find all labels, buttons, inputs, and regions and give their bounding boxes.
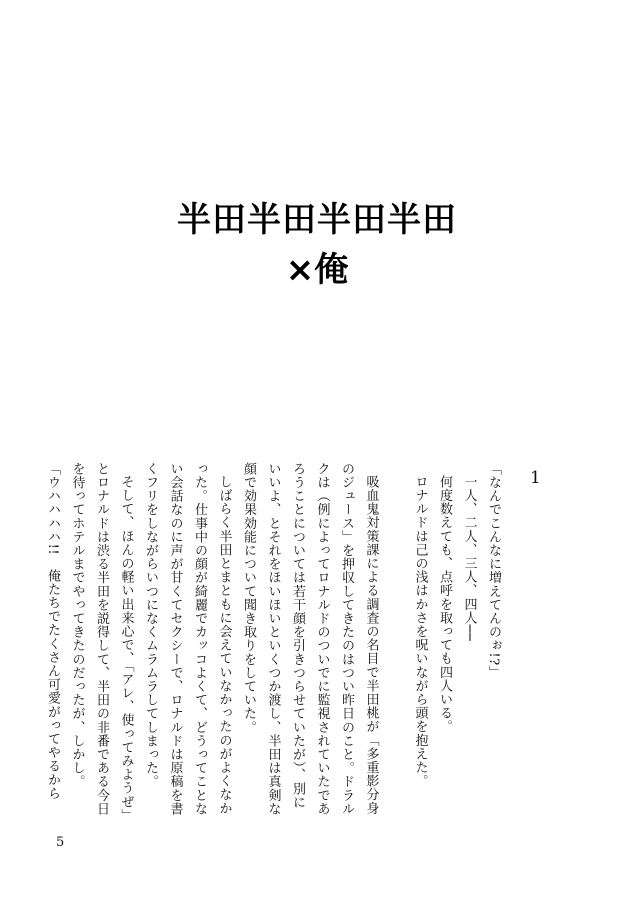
paragraph: ロナルドは己の浅はかさを呪いながら頭を抱えた。 bbox=[412, 475, 428, 788]
chapter-number: 1 bbox=[530, 468, 541, 488]
page-number: 5 bbox=[56, 835, 65, 850]
paragraph: 一人、二人、三人、四人── bbox=[461, 475, 477, 642]
body-text bbox=[45, 462, 505, 822]
title-block bbox=[0, 198, 634, 292]
paragraph: そして、ほんの軽い出来心で、「アレ、使ってみようぜ」とロナルドは渋る半田を説得して、半田の非番である今日を待ってホテルまでやってきたのだったが、しかし。 bbox=[69, 462, 134, 816]
paragraph: しばらく半田とまともに会えていなかったのがよくなかった。仕事中の顔が綺麗でカッコよくて、どうってことない会話なのに声が甘くてセクシーで、ロナルドは原稿を書くフリをしながらいつになくムラムラしてしまった。 bbox=[143, 462, 232, 816]
title-line-2: ×俺 bbox=[285, 250, 349, 290]
blank-line bbox=[383, 462, 408, 822]
title-line-1: 半田半田半田半田 bbox=[177, 200, 457, 240]
paragraph: 「なんでこんなに増えてんのぉ!?」 bbox=[486, 462, 501, 680]
paragraph: 何度数えても、点呼を取っても四人いる。 bbox=[437, 475, 452, 734]
paragraph: 「ウハハハハ!! 俺たちでたくさん可愛がってやるから bbox=[45, 462, 60, 801]
paragraph: 吸血鬼対策課による調査の名目で半田桃が「多重影分身のジュース」を押収してきたのはつい昨日のこと。ドラルクは（例によってロナルドのついでに監視されていたであろうことについては若干顔を引きつらせていたが）、別にいいよ、とそれをほいほいといくつか渡し、半田は真剣な顔で効果効能について聞き取りをしていた。 bbox=[241, 462, 379, 816]
